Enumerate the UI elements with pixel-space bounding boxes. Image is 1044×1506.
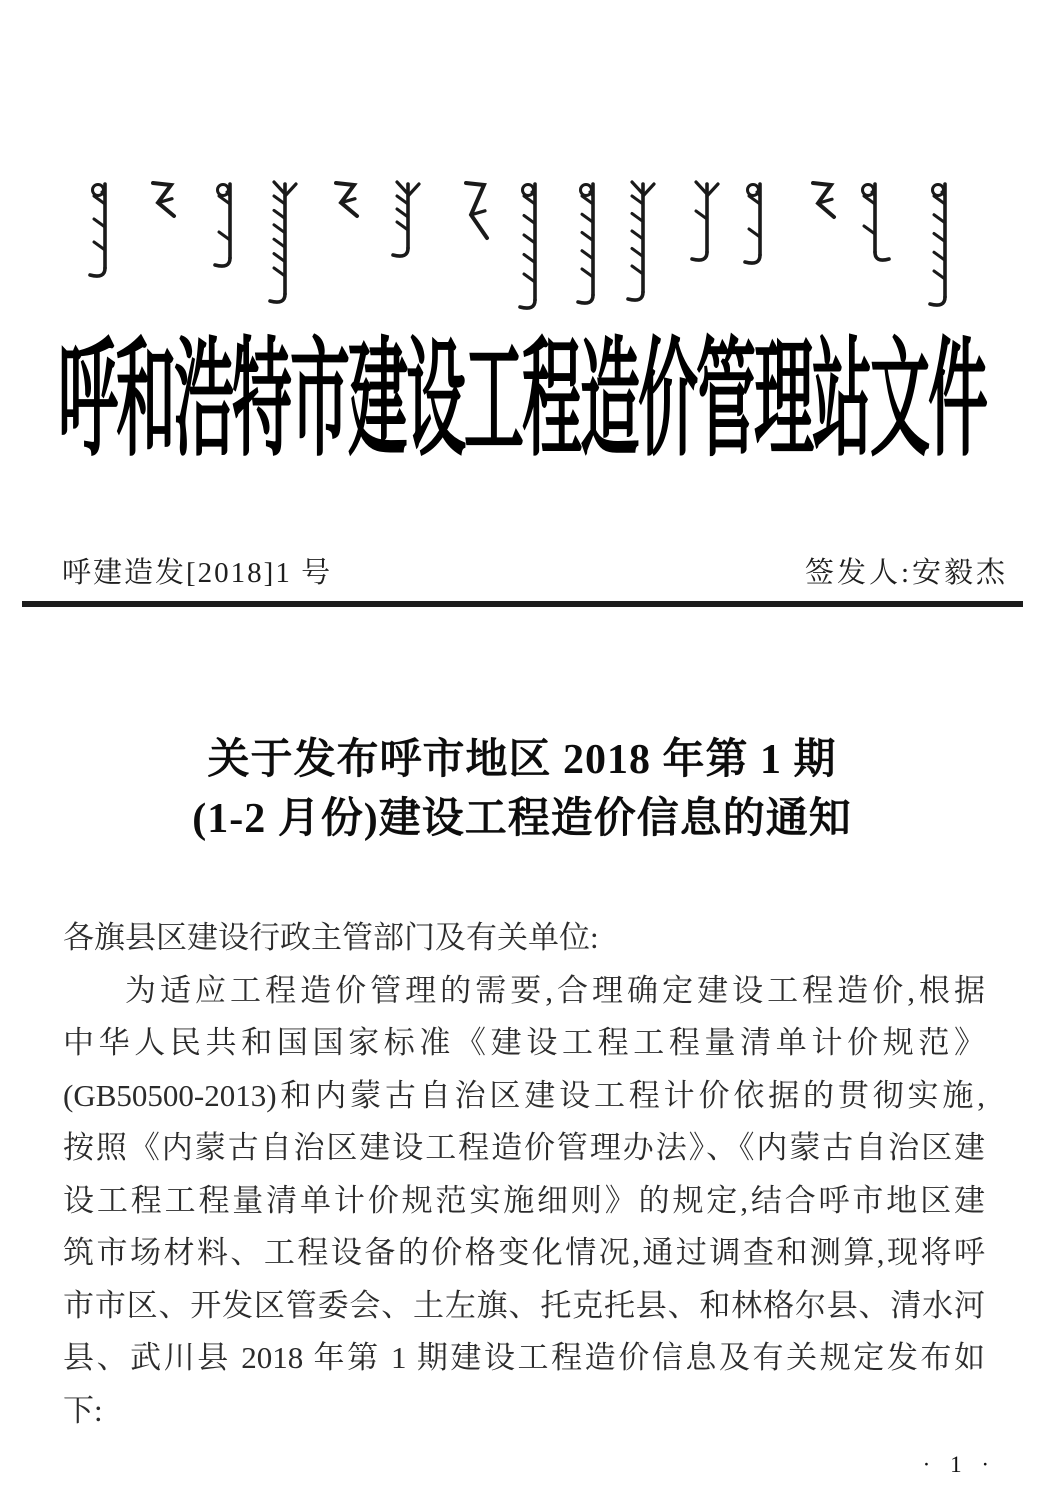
mongolian-glyph-column <box>88 178 122 282</box>
notice-title <box>0 731 1044 849</box>
mongolian-glyph-column <box>213 178 247 272</box>
mongolian-glyph-column <box>928 178 962 311</box>
mongolian-glyph-column <box>518 178 552 314</box>
mongolian-glyph-column <box>391 178 425 262</box>
mongolian-glyph-column <box>331 178 365 228</box>
notice-title-line1: 关于发布呼市地区 2018 年第 1 期 <box>207 737 837 783</box>
mongolian-glyph-column <box>808 178 842 229</box>
masthead-title-text: 呼和浩特市建设工程造价管理站文件 <box>58 329 986 472</box>
mongolian-glyph-column <box>690 178 724 266</box>
document-number-row <box>62 550 1008 591</box>
mongolian-glyph-column <box>461 178 495 250</box>
mongolian-glyph-column <box>148 178 182 228</box>
mongolian-glyph-column <box>858 178 892 266</box>
mongolian-glyph-column <box>268 178 302 308</box>
notice-title-line2: (1-2 月份)建设工程造价信息的通知 <box>192 796 852 842</box>
body-line: 县、武川县 2018 年第 1 期建设工程造价信息及有关规定发布如 <box>63 1340 985 1375</box>
mongolian-glyph-column <box>743 178 777 269</box>
body-line: (GB50500-2013)和内蒙古自治区建设工程计价依据的贯彻实施, <box>63 1077 985 1113</box>
page-number: · 1 · <box>922 1452 996 1477</box>
body-line: 设工程工程量清单计价规范实施细则》的规定,结合呼市地区建 <box>63 1182 985 1218</box>
separator-rule <box>22 601 1023 607</box>
body-line: 按照《内蒙古自治区建设工程造价管理办法》、《内蒙古自治区建 <box>63 1130 985 1165</box>
issuer-name: 签发人:安毅杰 <box>804 557 1008 589</box>
masthead-title <box>0 322 1044 472</box>
mongolian-glyph-column <box>576 178 610 309</box>
body-line: 市市区、开发区管委会、土左旗、托克托县、和林格尔县、清水河 <box>63 1287 985 1323</box>
body-line: 筑市场材料、工程设备的价格变化情况,通过调查和测算,现将呼 <box>63 1235 985 1270</box>
body-line: 各旗县区建设行政主管部门及有关单位: <box>63 920 599 955</box>
body-line: 下: <box>63 1392 103 1428</box>
body-line: 中华人民共和国国家标准《建设工程工程量清单计价规范》 <box>63 1025 985 1060</box>
body-line: 为适应工程造价管理的需要,合理确定建设工程造价,根据 <box>125 972 985 1008</box>
document-number: 呼建造发[2018]1 号 <box>62 557 333 589</box>
mongolian-script-header <box>0 0 1044 310</box>
notice-body <box>63 912 985 1437</box>
mongolian-glyph-column <box>626 178 660 306</box>
